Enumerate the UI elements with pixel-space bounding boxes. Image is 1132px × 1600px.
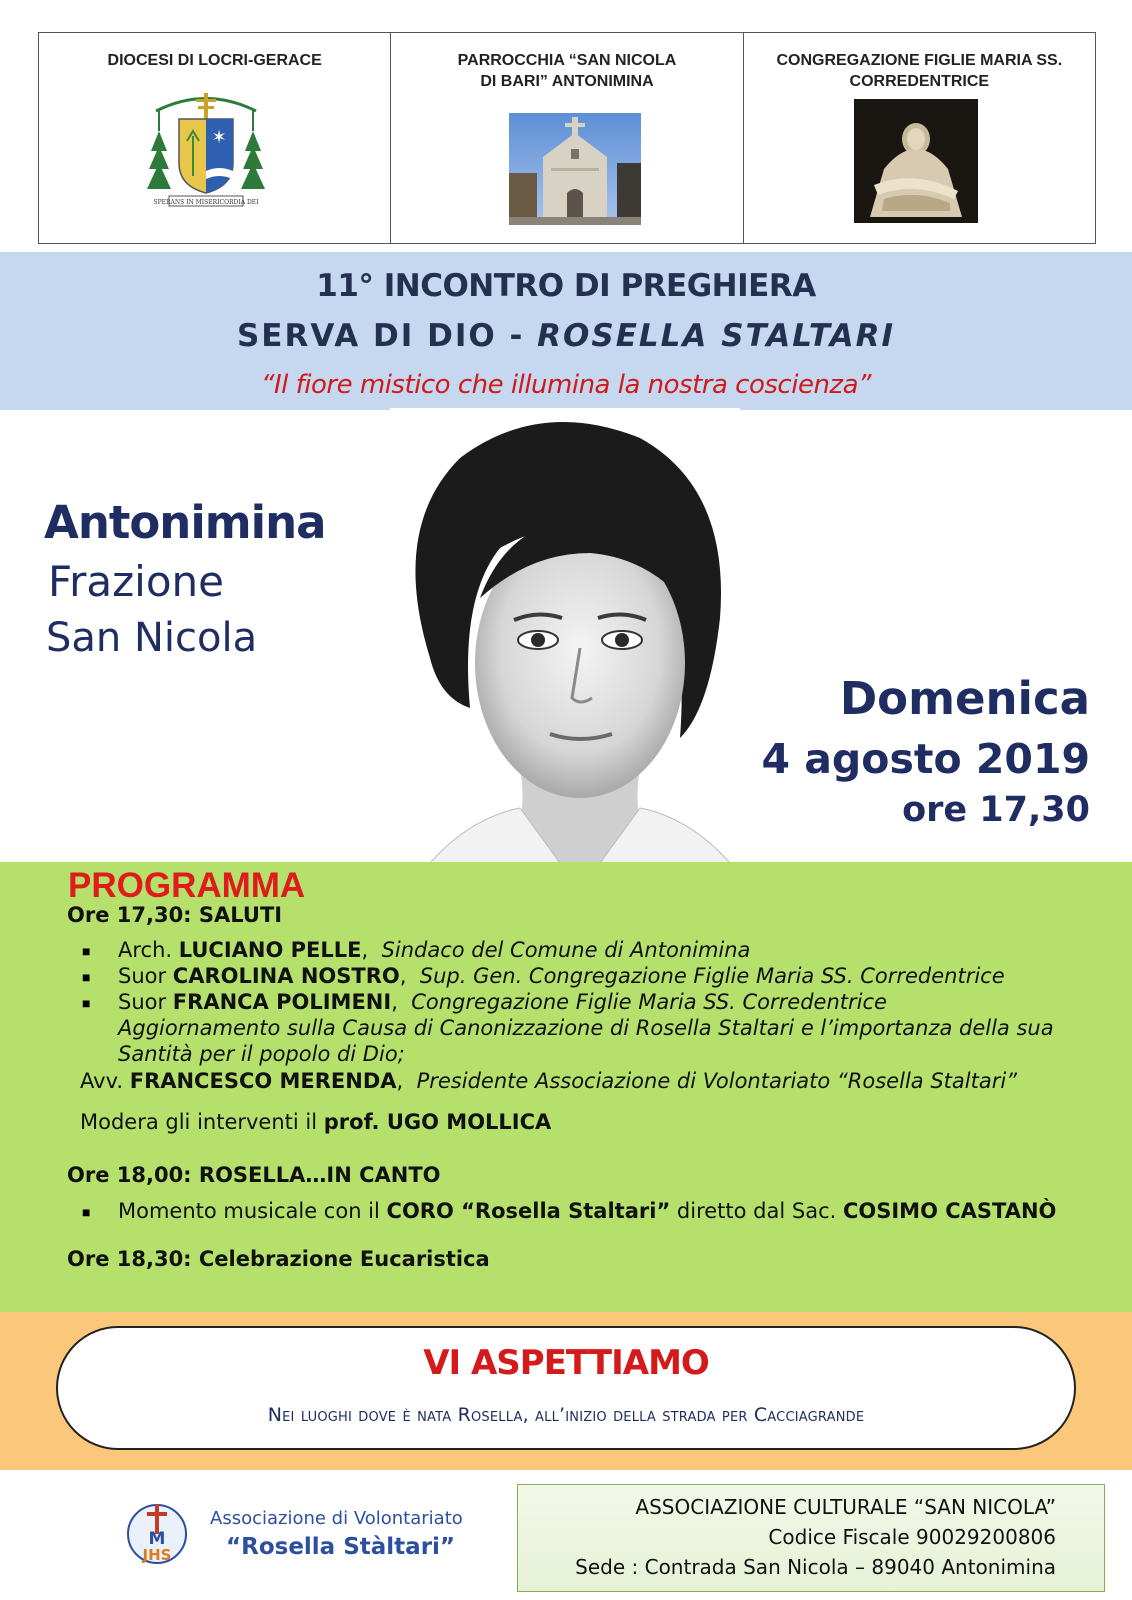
pieta-sculpture-icon (854, 99, 978, 223)
fiscal-code: Codice Fiscale 90029200806 (768, 1525, 1056, 1549)
program-moderator: Modera gli interventi il prof. UGO MOLLICA (80, 1110, 552, 1134)
program-section-celebrazione: Ore 18,30: Celebrazione Eucaristica (67, 1247, 490, 1271)
association-name-line1: Associazione di Volontariato (210, 1508, 463, 1529)
header-table (38, 32, 1096, 244)
program-section-canto: Ore 18,00: ROSELLA…IN CANTO (67, 1163, 441, 1187)
association-logo-icon (126, 1500, 188, 1566)
program-item-polimeni: Suor FRANCA POLIMENI, Congregazione Figlie Maria SS. Corredentrice (118, 990, 887, 1014)
event-date: 4 agosto 2019 (761, 735, 1090, 783)
event-subtitle-prefix: SERVA DI DIO - (236, 318, 538, 354)
bullet-icon: ■ (82, 943, 91, 959)
event-quote: “Il fiore mistico che illumina la nostra coscienza” (261, 370, 871, 400)
invite-subtitle: Nei luoghi dove è nata Rosella, all’inizio della strada per Cacciagrande (267, 1404, 865, 1426)
program-item-polimeni-line2: Aggiornamento sulla Causa di Canonizzazione di Rosella Staltari e l’importanza della sua (118, 1016, 1054, 1040)
location-town: Antonimina (44, 496, 326, 549)
association-name-line2: “Rosella Stàltari” (226, 1534, 456, 1560)
parish-title: PARROCCHIA “SAN NICOLA DI BARI” ANTONIMINA (457, 52, 677, 90)
program-section-saluti: Ore 17,30: SALUTI (67, 903, 283, 927)
diocese-motto: SPERANS IN MISERICORDIA DEI (153, 199, 259, 206)
location-frazione: Frazione (48, 557, 224, 606)
bullet-icon: ■ (82, 969, 91, 985)
invite-title: VI ASPETTIAMO (423, 1343, 709, 1383)
church-photo-icon (509, 113, 641, 225)
header-cell-congregation (744, 33, 1095, 243)
program-item-polimeni-line3: Santità per il popolo di Dio; (118, 1042, 405, 1066)
event-day: Domenica (839, 672, 1090, 725)
program-item-nostro: Suor CAROLINA NOSTRO, Sup. Gen. Congregazione Figlie Maria SS. Corredentrice (118, 964, 1005, 988)
header-cell-diocese (39, 33, 391, 243)
event-title: 11° INCONTRO DI PREGHIERA (316, 268, 816, 304)
program-item-pelle: Arch. LUCIANO PELLE, Sindaco del Comune di Antonimina (118, 938, 751, 962)
headquarters-address: Sede : Contrada San Nicola – 89040 Antonimina (575, 1555, 1056, 1579)
congregation-title: CONGREGAZIONE FIGLIE MARIA SS. CORREDENTRICE (776, 52, 1063, 90)
association-logo-text: JHS (142, 1546, 172, 1564)
cultural-association-name: ASSOCIAZIONE CULTURALE “SAN NICOLA” (635, 1495, 1056, 1519)
bullet-icon: ■ (82, 995, 91, 1011)
bullet-icon: ■ (82, 1204, 91, 1220)
diocese-title: DIOCESI DI LOCRI-GERACE (107, 52, 322, 69)
header-cell-parish (391, 33, 743, 243)
diocese-coat-of-arms-icon (141, 91, 271, 211)
program-item-coro: Momento musicale con il CORO “Rosella Staltari” diretto dal Sac. COSIMO CASTANÒ (118, 1199, 1057, 1223)
program-item-merenda: Avv. FRANCESCO MERENDA, Presidente Associazione di Volontariato “Rosella Staltari” (80, 1069, 1018, 1093)
rosella-portrait-photo (390, 408, 740, 863)
location-san-nicola: San Nicola (46, 615, 258, 661)
cultural-association-box (517, 1484, 1105, 1592)
svg-text:M: M (148, 1529, 166, 1549)
svg-text:✶: ✶ (211, 127, 227, 148)
program-title: PROGRAMMA (68, 866, 306, 905)
event-subtitle-name: ROSELLA STALTARI (537, 318, 896, 354)
event-subtitle (0, 318, 1132, 354)
event-time: ore 17,30 (902, 790, 1090, 830)
